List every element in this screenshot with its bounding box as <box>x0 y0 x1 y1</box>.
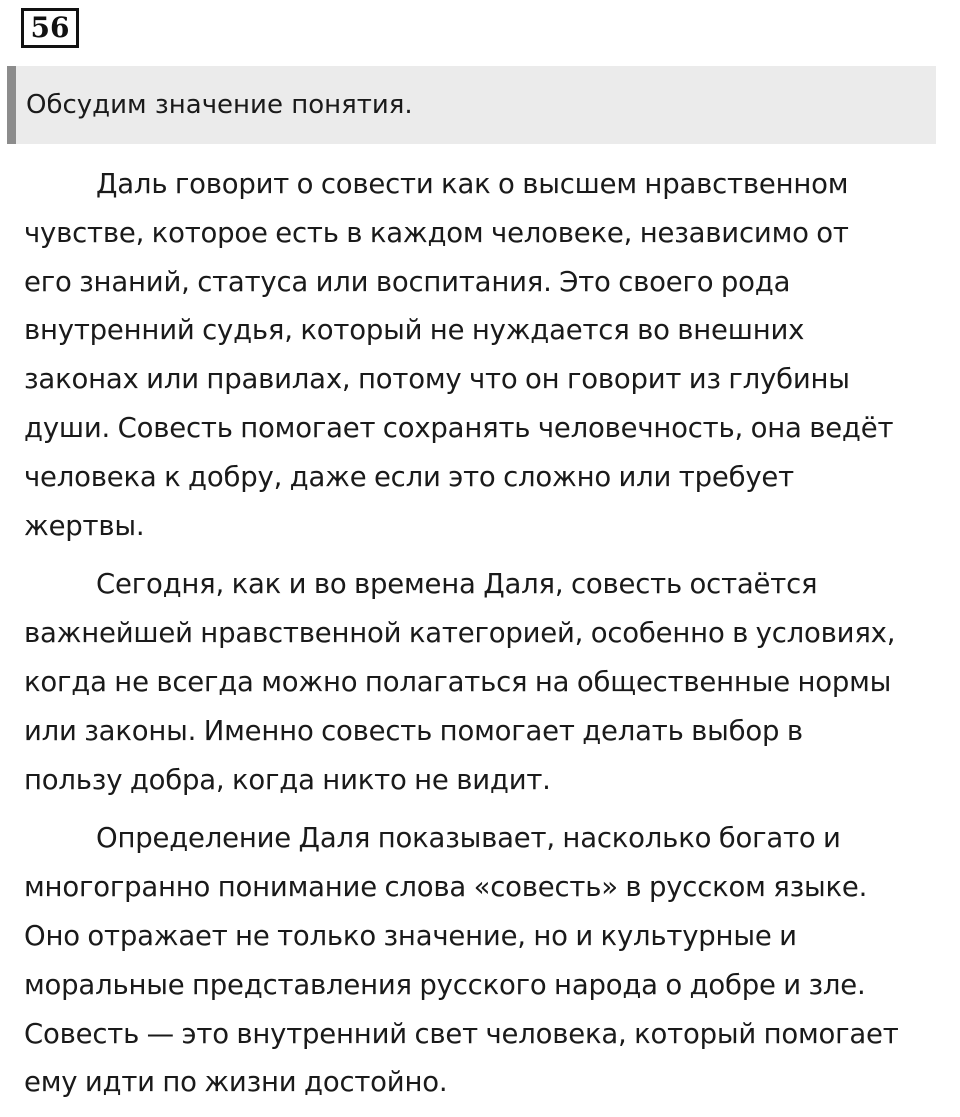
paragraph-1 <box>24 160 954 550</box>
task-number-badge: 56 <box>21 8 79 48</box>
paragraph-3 <box>24 814 954 1107</box>
paragraph-line: Совесть — это внутренний свет человека, который помогает <box>24 1017 899 1050</box>
paragraph-line: многогранно понимание слова «совесть» в русском языке. <box>24 871 868 904</box>
paragraph-line: Сегодня, как и во времена Даля, совесть остаётся <box>96 568 818 601</box>
paragraph-line: чувстве, которое есть в каждом человеке, независимо от <box>24 216 849 249</box>
paragraph-line: моральные представления русского народа о добре и зле. <box>24 968 866 1001</box>
paragraph-line: Оно отражает не только значение, но и культурные и <box>24 919 797 952</box>
paragraph-line: Даль говорит о совести как о высшем нравственном <box>96 168 849 200</box>
paragraph-line: души. Совесть помогает сохранять человечность, она ведёт <box>24 411 894 444</box>
task-heading-box <box>7 66 936 144</box>
paragraph-line: Определение Даля показывает, насколько богато и <box>96 822 841 855</box>
paragraph-line: пользу добра, когда никто не видит. <box>24 763 551 796</box>
task-heading: Обсудим значение понятия. <box>26 90 413 120</box>
paragraph-2 <box>24 560 954 804</box>
text-body <box>24 160 954 1117</box>
paragraph-line: внутренний судья, который не нуждается во внешних <box>24 314 805 347</box>
paragraph-line: когда не всегда можно полагаться на общественные нормы <box>24 665 892 698</box>
paragraph-line: или законы. Именно совесть помогает делать выбор в <box>24 714 803 747</box>
paragraph-line: ему идти по жизни достойно. <box>24 1066 448 1099</box>
paragraph-line: законах или правилах, потому что он говорит из глубины <box>24 363 850 396</box>
paragraph-line: жертвы. <box>24 509 145 542</box>
paragraph-line: его знаний, статуса или воспитания. Это своего рода <box>24 265 791 298</box>
paragraph-line: важнейшей нравственной категорией, особенно в условиях, <box>24 617 896 650</box>
paragraph-line: человека к добру, даже если это сложно или требует <box>24 460 794 493</box>
